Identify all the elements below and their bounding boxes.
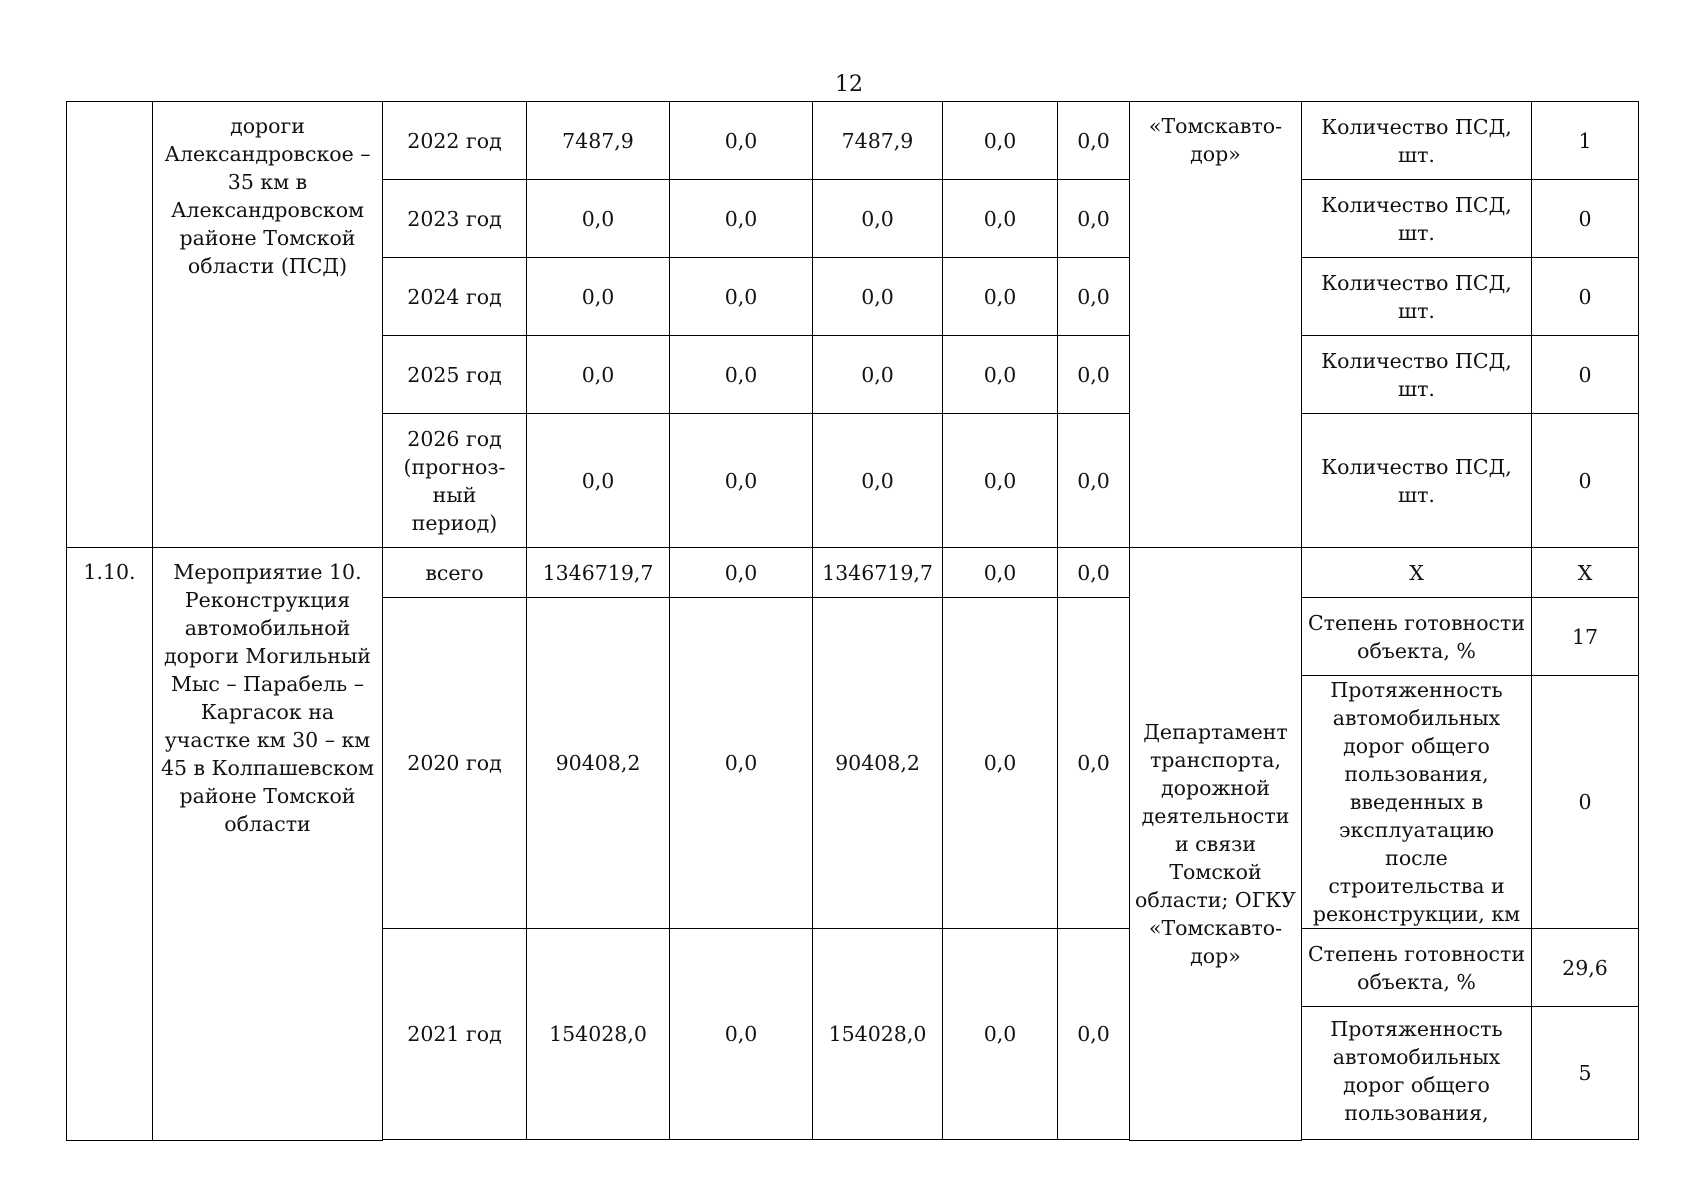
value-cell: 0,0: [670, 180, 813, 258]
indicator-cell: Количество ПСД, шт.: [1302, 180, 1532, 258]
value-cell: 0,0: [670, 598, 813, 929]
executor-cell: «Томскавто-дор»: [1130, 102, 1302, 548]
year-cell: 2020 год: [383, 598, 527, 929]
value-cell: 0,0: [670, 336, 813, 414]
value-cell: 0,0: [670, 929, 813, 1140]
value-cell: 0,0: [527, 180, 670, 258]
indicator-value-cell: 17: [1532, 598, 1639, 676]
year-cell: 2024 год: [383, 258, 527, 336]
value-cell: 0,0: [943, 929, 1058, 1140]
indicator-value-cell: 1: [1532, 102, 1639, 180]
indicator-cell: Количество ПСД, шт.: [1302, 336, 1532, 414]
indicator-value-cell: 0: [1532, 336, 1639, 414]
value-cell: 0,0: [1058, 258, 1130, 336]
year-cell: 2022 год: [383, 102, 527, 180]
indicator-value-cell: 0: [1532, 676, 1639, 929]
row-number-cell: 1.10.: [67, 548, 153, 1141]
value-cell: 154028,0: [813, 929, 943, 1140]
value-cell: 0,0: [527, 336, 670, 414]
indicator-cell: Количество ПСД, шт.: [1302, 102, 1532, 180]
value-cell: 0,0: [813, 414, 943, 548]
value-cell: 7487,9: [527, 102, 670, 180]
event-name-cell: дороги Александровское – 35 км в Александровском районе Томской области (ПСД): [153, 102, 383, 548]
year-cell: 2025 год: [383, 336, 527, 414]
indicator-value-cell: 5: [1532, 1007, 1639, 1140]
value-cell: 0,0: [1058, 102, 1130, 180]
value-cell: 0,0: [813, 180, 943, 258]
year-cell: 2021 год: [383, 929, 527, 1140]
indicator-cell: Степень готовности объекта, %: [1302, 598, 1532, 676]
value-cell: 0,0: [1058, 548, 1130, 598]
value-cell: 154028,0: [527, 929, 670, 1140]
table-row: [67, 548, 1639, 598]
value-cell: 1346719,7: [527, 548, 670, 598]
value-cell: 0,0: [1058, 929, 1130, 1140]
value-cell: 0,0: [670, 258, 813, 336]
value-cell: 0,0: [1058, 336, 1130, 414]
value-cell: 0,0: [943, 180, 1058, 258]
indicator-value-cell: 29,6: [1532, 929, 1639, 1007]
program-table: [66, 101, 1639, 1141]
value-cell: 0,0: [943, 548, 1058, 598]
value-cell: 0,0: [670, 102, 813, 180]
value-cell: 0,0: [943, 598, 1058, 929]
indicator-cell: Х: [1302, 548, 1532, 598]
year-cell: 2023 год: [383, 180, 527, 258]
indicator-value-cell: 0: [1532, 414, 1639, 548]
value-cell: 1346719,7: [813, 548, 943, 598]
value-cell: 0,0: [943, 336, 1058, 414]
indicator-cell: Количество ПСД, шт.: [1302, 414, 1532, 548]
indicator-value-cell: Х: [1532, 548, 1639, 598]
value-cell: 0,0: [1058, 598, 1130, 929]
row-number-cell: [67, 102, 153, 548]
value-cell: 0,0: [813, 336, 943, 414]
indicator-cell: Протяженность автомобильных дорог общего пользования,: [1302, 1007, 1532, 1140]
value-cell: 0,0: [943, 258, 1058, 336]
indicator-cell: Степень готовности объекта, %: [1302, 929, 1532, 1007]
value-cell: 7487,9: [813, 102, 943, 180]
value-cell: 0,0: [670, 548, 813, 598]
value-cell: 0,0: [1058, 414, 1130, 548]
year-cell: всего: [383, 548, 527, 598]
indicator-cell: Количество ПСД, шт.: [1302, 258, 1532, 336]
value-cell: 0,0: [527, 414, 670, 548]
value-cell: 0,0: [527, 258, 670, 336]
indicator-cell: Протяженность автомобильных дорог общего пользования, введенных в эксплуатацию после строительства и реконструкции, км: [1302, 676, 1532, 929]
value-cell: 0,0: [943, 414, 1058, 548]
value-cell: 90408,2: [813, 598, 943, 929]
page-number: 12: [835, 72, 863, 97]
executor-cell: Департамент транспорта, дорожной деятельности и связи Томской области; ОГКУ «Томскавто-дор»: [1130, 548, 1302, 1141]
value-cell: 90408,2: [527, 598, 670, 929]
value-cell: 0,0: [943, 102, 1058, 180]
value-cell: 0,0: [670, 414, 813, 548]
event-name-cell: Мероприятие 10. Реконструкция автомобильной дороги Могильный Мыс – Парабель – Каргасок на участке км 30 – км 45 в Колпашевском районе Томской области: [153, 548, 383, 1141]
indicator-value-cell: 0: [1532, 258, 1639, 336]
value-cell: 0,0: [813, 258, 943, 336]
table-row: [67, 102, 1639, 180]
year-cell: 2026 год (прогноз-ный период): [383, 414, 527, 548]
indicator-value-cell: 0: [1532, 180, 1639, 258]
value-cell: 0,0: [1058, 180, 1130, 258]
